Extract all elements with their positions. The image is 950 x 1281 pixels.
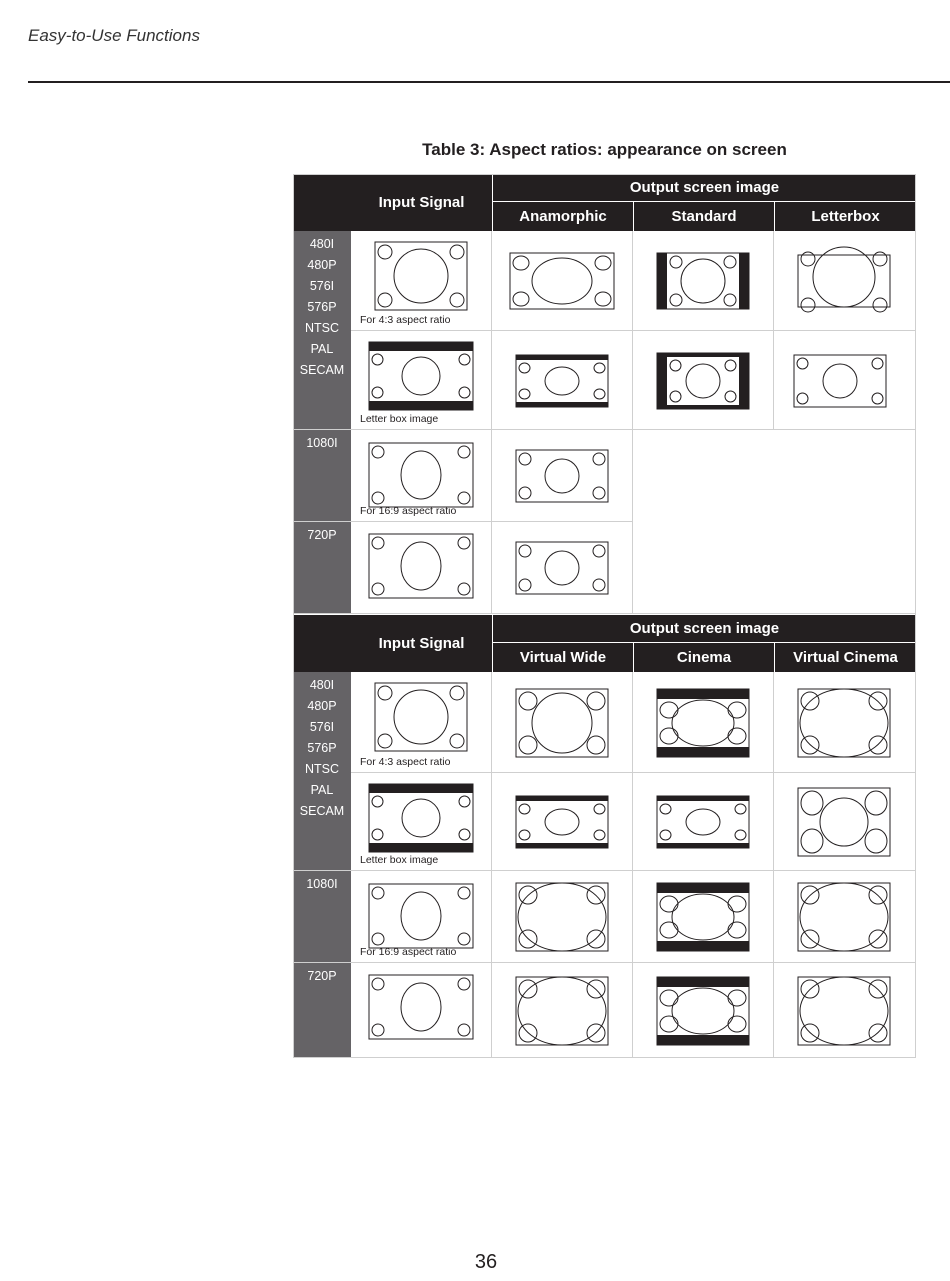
output-image-cell [774,871,916,963]
screen-frame [657,883,749,951]
signal-format-labels [293,871,351,963]
output-image-cell [774,331,916,430]
output-image-icon-virtual-wide-crop [502,971,622,1051]
input-signal-cell [351,430,492,522]
output-image-icon-anamorphic-wide [502,436,622,516]
black-bar [657,796,749,801]
signal-format-label: NTSC [304,762,340,776]
input-image-icon [361,677,481,757]
input-signal-cell [351,672,492,773]
signal-format-labels [293,430,351,522]
page-number: 36 [474,1251,498,1273]
input-signal-cell [351,871,492,963]
input-image-icon [361,435,481,515]
screen-frame [516,450,608,502]
output-image-cell [774,773,916,871]
input-caption: For 4:3 aspect ratio [360,314,451,326]
screen-frame [516,355,608,407]
screen-frame [516,542,608,594]
input-signal-cell [351,522,492,614]
signal-format-label: 480P [307,258,337,272]
screen-frame [369,342,473,410]
output-image-cell [492,963,633,1058]
output-image-cell [633,773,774,871]
output-image-icon-anamorphic-letterbox [502,341,622,421]
screen-frame [369,784,473,852]
output-image-icon-standard-pillarbox [643,241,763,321]
signal-format-label: NTSC [304,321,340,335]
output-image-cell [633,331,774,430]
column-header-virtual-cinema: Virtual Cinema [775,643,916,672]
column-header-standard: Standard [634,202,774,231]
signal-format-label: 720P [307,969,337,983]
black-bar [369,401,473,410]
black-bar [667,405,739,409]
input-image-icon [361,967,481,1047]
black-bar [667,353,739,357]
screen-frame [516,796,608,848]
signal-format-label: PAL [310,783,334,797]
input-signal-cell [351,773,492,871]
empty-output-area [633,430,916,614]
screen-frame [657,353,749,409]
output-image-icon-standard-letterbox-pillarbox [643,341,763,421]
output-image-cell [633,672,774,773]
output-image-cell [633,231,774,331]
input-caption: For 16:9 aspect ratio [360,505,457,517]
input-caption: Letter box image [360,413,439,425]
output-image-cell [492,331,633,430]
output-image-icon-cinema-letterbox [643,782,763,862]
output-image-icon-virtual-cinema-crop [784,683,904,763]
screen-frame [657,977,749,1045]
signal-format-label: 1080I [306,877,338,891]
black-bar [516,843,608,848]
input-image-icon [361,236,481,316]
output-image-icon-anamorphic-stretched [502,241,622,321]
column-header-cinema: Cinema [634,643,774,672]
output-image-icon-virtual-wide-crop [502,877,622,957]
black-bar [657,353,667,409]
output-image-cell [492,871,633,963]
output-image-icon-letterbox-fill [784,341,904,421]
running-head: Easy-to-Use Functions [28,26,200,45]
signal-format-label: SECAM [299,363,345,377]
screen-frame [510,253,614,309]
signal-format-labels [293,963,351,1058]
input-signal-cell [351,331,492,430]
output-image-cell [492,231,633,331]
output-image-icon-anamorphic-wide [502,528,622,608]
output-image-cell [774,963,916,1058]
signal-format-labels [293,672,351,871]
output-image-icon-cinema-bars [643,971,763,1051]
output-image-icon-virtual-cinema-crop [784,877,904,957]
screen-frame [375,242,467,310]
signal-format-label: 576I [309,720,335,734]
input-image-icon [361,526,481,606]
screen-frame [516,689,608,757]
output-image-icon-virtual-wide-letterbox [502,782,622,862]
input-signal-header: Input Signal [351,174,492,231]
black-bar [369,843,473,852]
output-image-icon-virtual-cinema-letterbox [784,782,904,862]
header-corner [293,174,351,231]
black-bar [739,353,749,409]
signal-format-label: 480I [309,678,335,692]
input-signal-cell [351,231,492,331]
signal-format-label: 576P [307,300,337,314]
screen-frame [369,443,473,507]
signal-format-label: 1080I [306,436,338,450]
column-header-anamorphic: Anamorphic [493,202,633,231]
output-image-icon-letterbox-zoom [784,241,904,321]
signal-format-label: SECAM [299,804,345,818]
signal-format-label: 576P [307,741,337,755]
input-image-icon [361,778,481,858]
header-corner [293,615,351,672]
output-image-icon-cinema-bars [643,877,763,957]
output-image-cell [774,231,916,331]
black-bar [739,253,749,309]
input-caption: Letter box image [360,854,439,866]
screen-frame [657,796,749,848]
output-image-icon-virtual-wide-stretch [502,683,622,763]
input-signal-cell [351,963,492,1058]
signal-format-label: 480P [307,699,337,713]
black-bar [516,796,608,801]
signal-format-labels [293,522,351,614]
screen-frame [369,884,473,948]
signal-format-label: 576I [309,279,335,293]
black-bar [657,747,749,757]
header-rule [28,81,950,83]
black-bar [657,253,667,309]
output-image-cell [492,773,633,871]
screen-frame [657,253,749,309]
black-bar [657,977,749,987]
signal-format-label: 480I [309,237,335,251]
black-bar [657,689,749,699]
black-bar [369,784,473,793]
signal-format-label: PAL [310,342,334,356]
black-bar [657,843,749,848]
input-caption: For 4:3 aspect ratio [360,756,451,768]
input-image-icon [361,336,481,416]
output-screen-header: Output screen image [493,615,916,642]
table-title: Table 3: Aspect ratios: appearance on screen [422,140,787,159]
screen-frame [375,683,467,751]
output-image-cell [492,522,633,614]
output-image-cell [633,963,774,1058]
black-bar [657,941,749,951]
screen-frame [369,975,473,1039]
signal-format-labels [293,231,351,430]
signal-format-label: 720P [307,528,337,542]
output-image-cell [774,672,916,773]
column-header-virtual-wide: Virtual Wide [493,643,633,672]
black-bar [516,355,608,360]
output-image-icon-cinema-bars [643,683,763,763]
column-header-letterbox: Letterbox [775,202,916,231]
output-image-cell [492,672,633,773]
output-screen-header: Output screen image [493,174,916,201]
input-caption: For 16:9 aspect ratio [360,946,457,958]
output-image-cell [633,871,774,963]
black-bar [369,342,473,351]
screen-frame [369,534,473,598]
input-signal-header: Input Signal [351,615,492,672]
screen-frame [657,689,749,757]
input-image-icon [361,876,481,956]
black-bar [657,883,749,893]
black-bar [516,402,608,407]
output-image-icon-virtual-cinema-crop [784,971,904,1051]
black-bar [657,1035,749,1045]
output-image-cell [492,430,633,522]
